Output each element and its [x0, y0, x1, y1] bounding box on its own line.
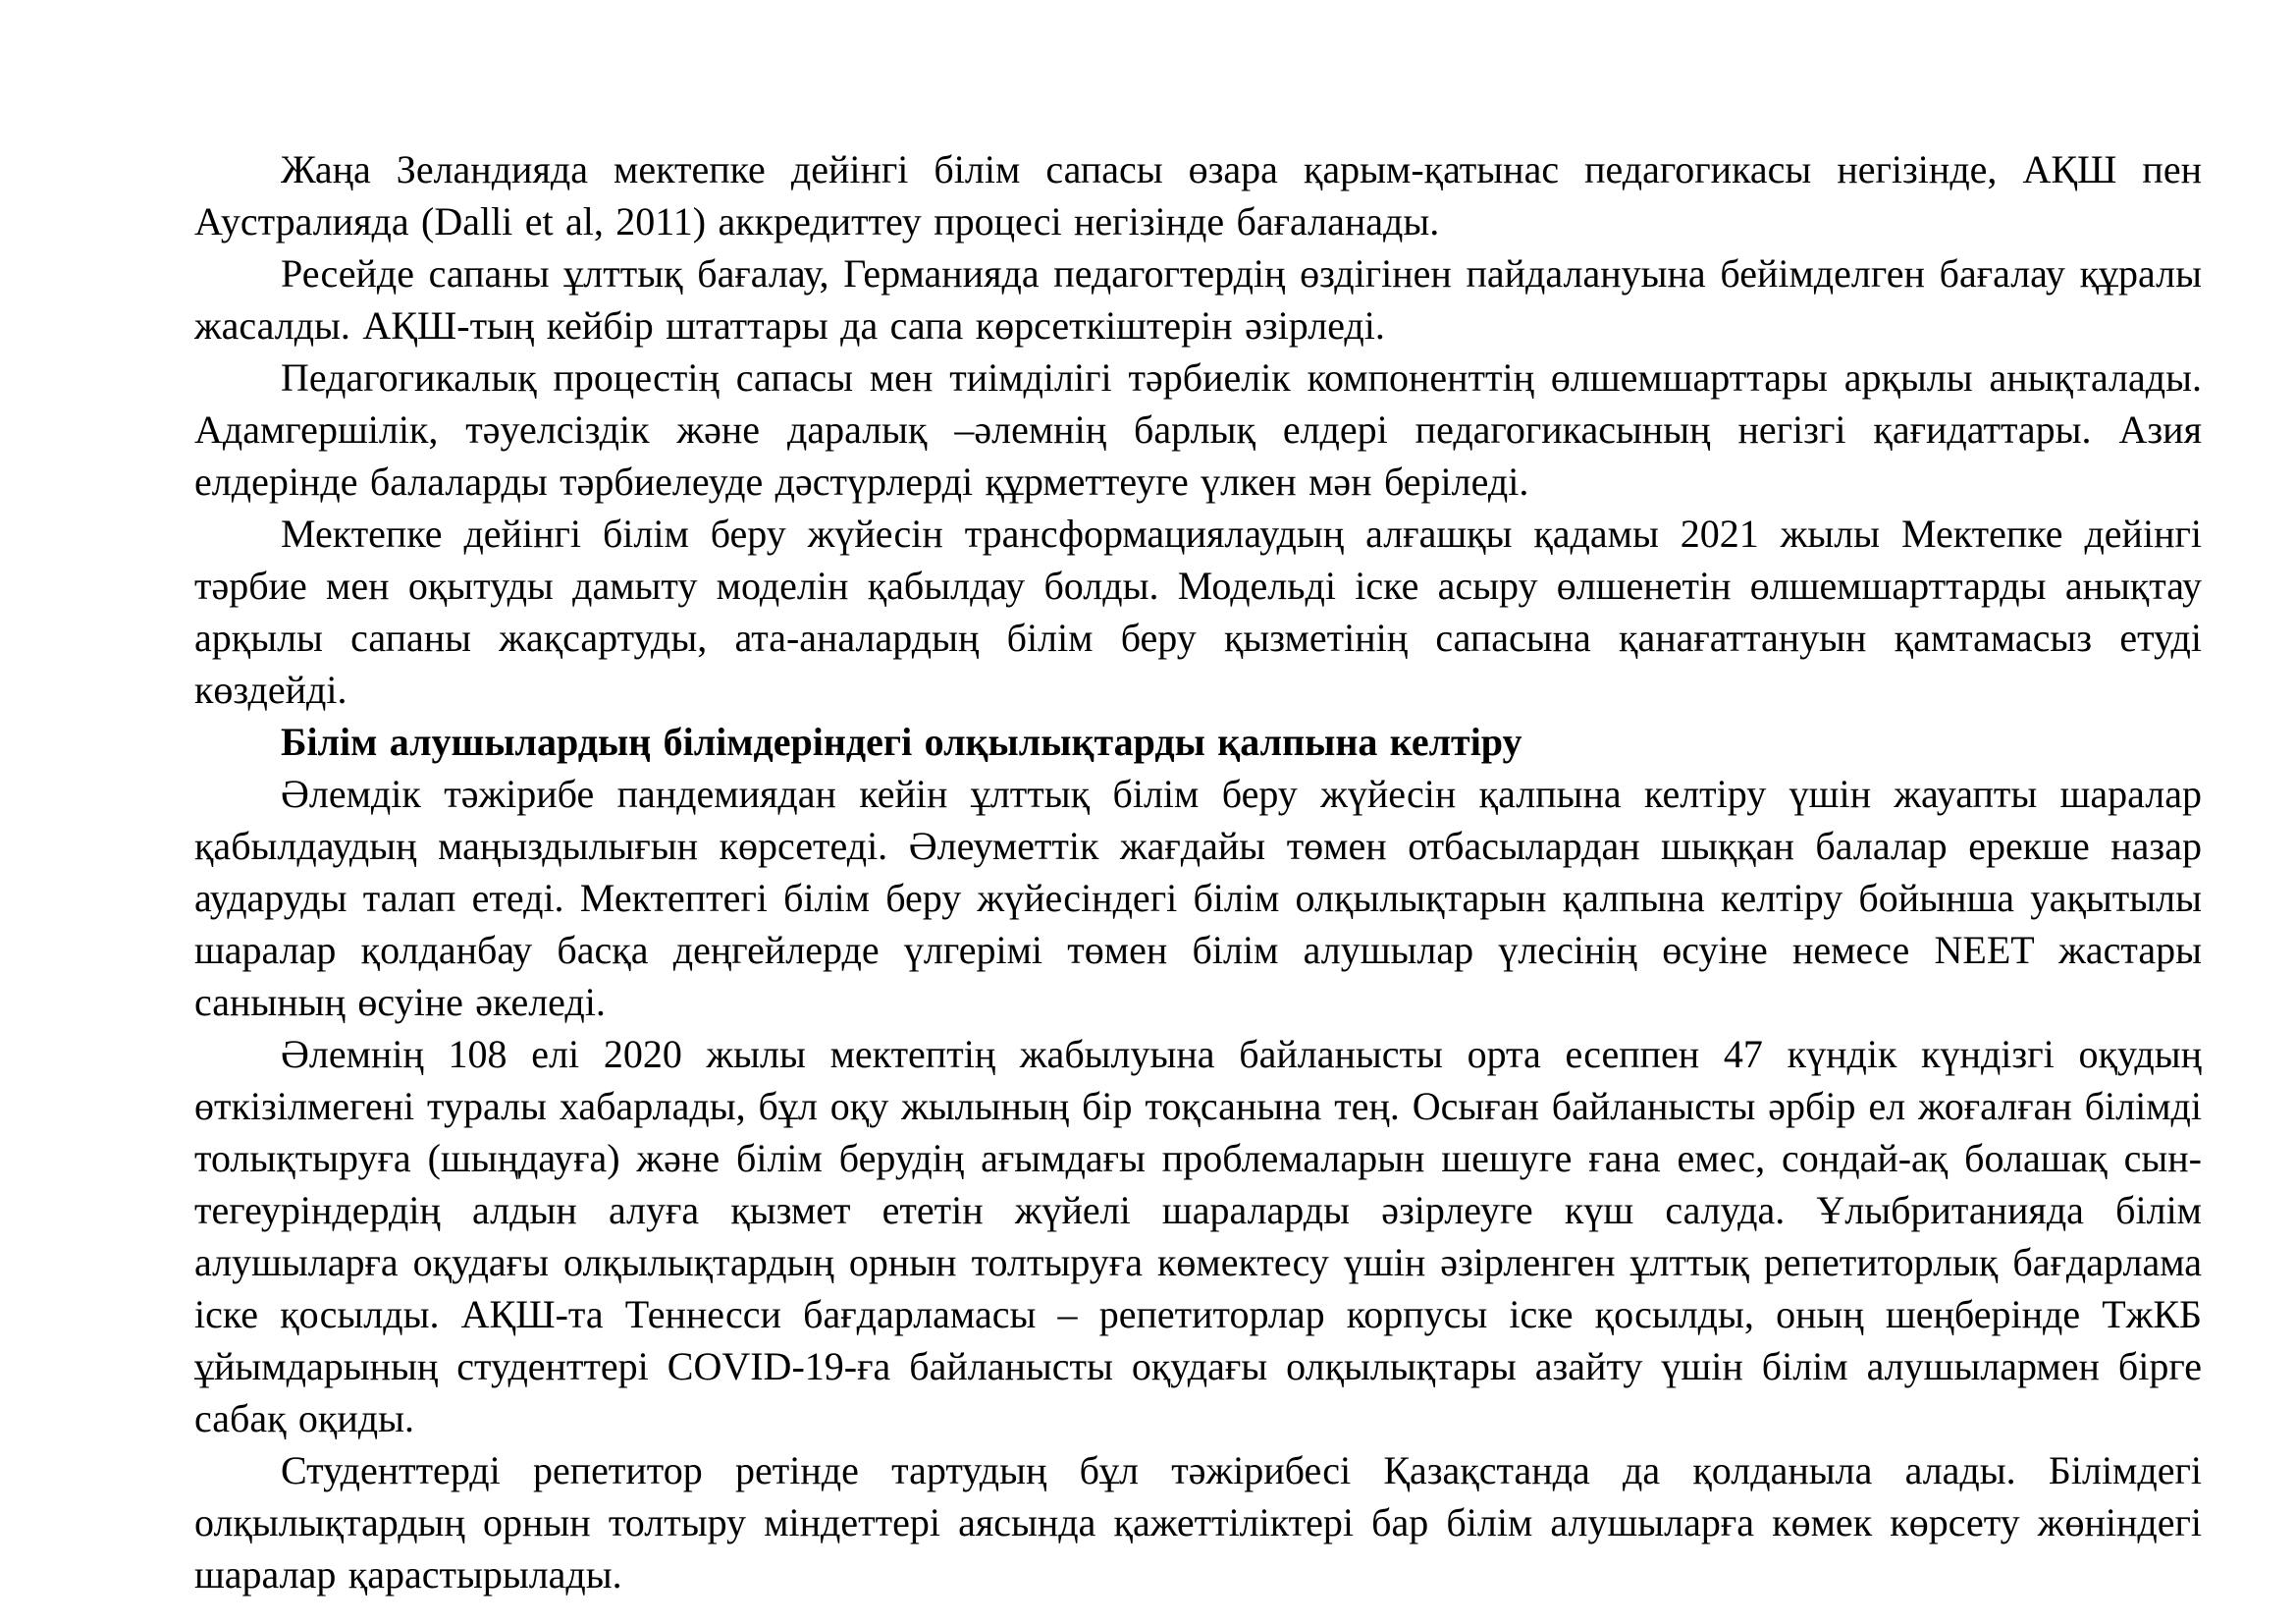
paragraph-student-tutors-kazakhstan: Студенттерді репетитор ретінде тартудың бұл тәжірибесі Қазақстанда да қолданыла алады. Білімдегі олқылықтардың орнын толтыру міндеттері аясында қажеттіліктері бар білім алушыларға көмек көрсету жөніндегі шаралар қарастырылады.	[194, 1448, 2202, 1597]
paragraph-preschool-quality-assessment: Жаңа Зеландияда мектепке дейінгі білім сапасы өзара қарым-қатынас педагогикасы негізінде, АҚШ пен Аустралияда (Dalli et al, 2011) аккредиттеу процесі негізінде бағаланады.	[194, 147, 2202, 244]
paragraph-world-experience-pandemic: Әлемдік тәжірибе пандемиядан кейін ұлттық білім беру жүйесін қалпына келтіру үшін жауапты шаралар қабылдаудың маңыздылығын көрсетеді. Әлеуметтік жағдайы төмен отбасылардан шыққан балалар ерекше назар аударуды талап етеді. Мектептегі білім беру жүйесіндегі білім олқылықтарын қалпына келтіру бойынша уақытылы шаралар қолданбау басқа деңгейлерде үлгерімі төмен білім алушылар үлесінің өсуіне немесе NEET жастары санының өсуіне әкеледі.	[194, 772, 2202, 1024]
paragraph-pedagogical-process-quality: Педагогикалық процестің сапасы мен тиімділігі тәрбиелік компоненттің өлшемшарттары арқылы анықталады. Адамгершілік, тәуелсіздік және даралық –әлемнің барлық елдері педагогикасының негізгі қағидаттары. Азия елдерінде балаларды тәрбиелеуде дәстүрлерді құрметтеуге үлкен мән беріледі.	[194, 355, 2202, 504]
paragraph-transformation-model-2021: Мектепке дейінгі білім беру жүйесін трансформациялаудың алғашқы қадамы 2021 жылы Мектепке дейінгі тәрбие мен оқытуды дамыту моделін қабылдау болды. Модельді іске асыру өлшенетін өлшемшарттарды анықтау арқылы сапаны жақсартуды, ата-аналардың білім беру қызметінің сапасына қанағаттануын қамтамасыз етуді көздейді.	[194, 512, 2202, 712]
paragraph-russia-germany-usa-tools: Ресейде сапаны ұлттық бағалау, Германияда педагогтердің өздігінен пайдалануына бейімделген бағалау құралы жасалды. АҚШ-тың кейбір штаттары да сапа көрсеткіштерін әзірледі.	[194, 251, 2202, 348]
section-heading-learning-gaps-recovery: Білім алушылардың білімдеріндегі олқылықтарды қалпына келтіру	[281, 720, 1522, 764]
paragraph-108-countries-school-closures: Әлемнің 108 елі 2020 жылы мектептің жабылуына байланысты орта есеппен 47 күндік күндізгі оқудың өткізілмегені туралы хабарлады, бұл оқу жылының бір тоқсанына тең. Осыған байланысты әрбір ел жоғалған білімді толықтыруға (шыңдауға) және білім берудің ағымдағы проблемаларын шешуге ғана емес, сондай-ақ болашақ сын-тегеуріндердің алдын алуға қызмет ететін жүйелі шараларды әзірлеуге күш салуда. Ұлыбританияда білім алушыларға оқудағы олқылықтардың орнын толтыруға көмектесу үшін әзірленген ұлттық репетиторлық бағдарлама іске қосылды. АҚШ-та Теннесси бағдарламасы – репетиторлар корпусы іске қосылды, оның шеңберінде ТжКБ ұйымдарының студенттері COVID-19-ға байланысты оқудағы олқылықтары азайту үшін білім алушылармен бірге сабақ оқиды.	[194, 1032, 2202, 1440]
